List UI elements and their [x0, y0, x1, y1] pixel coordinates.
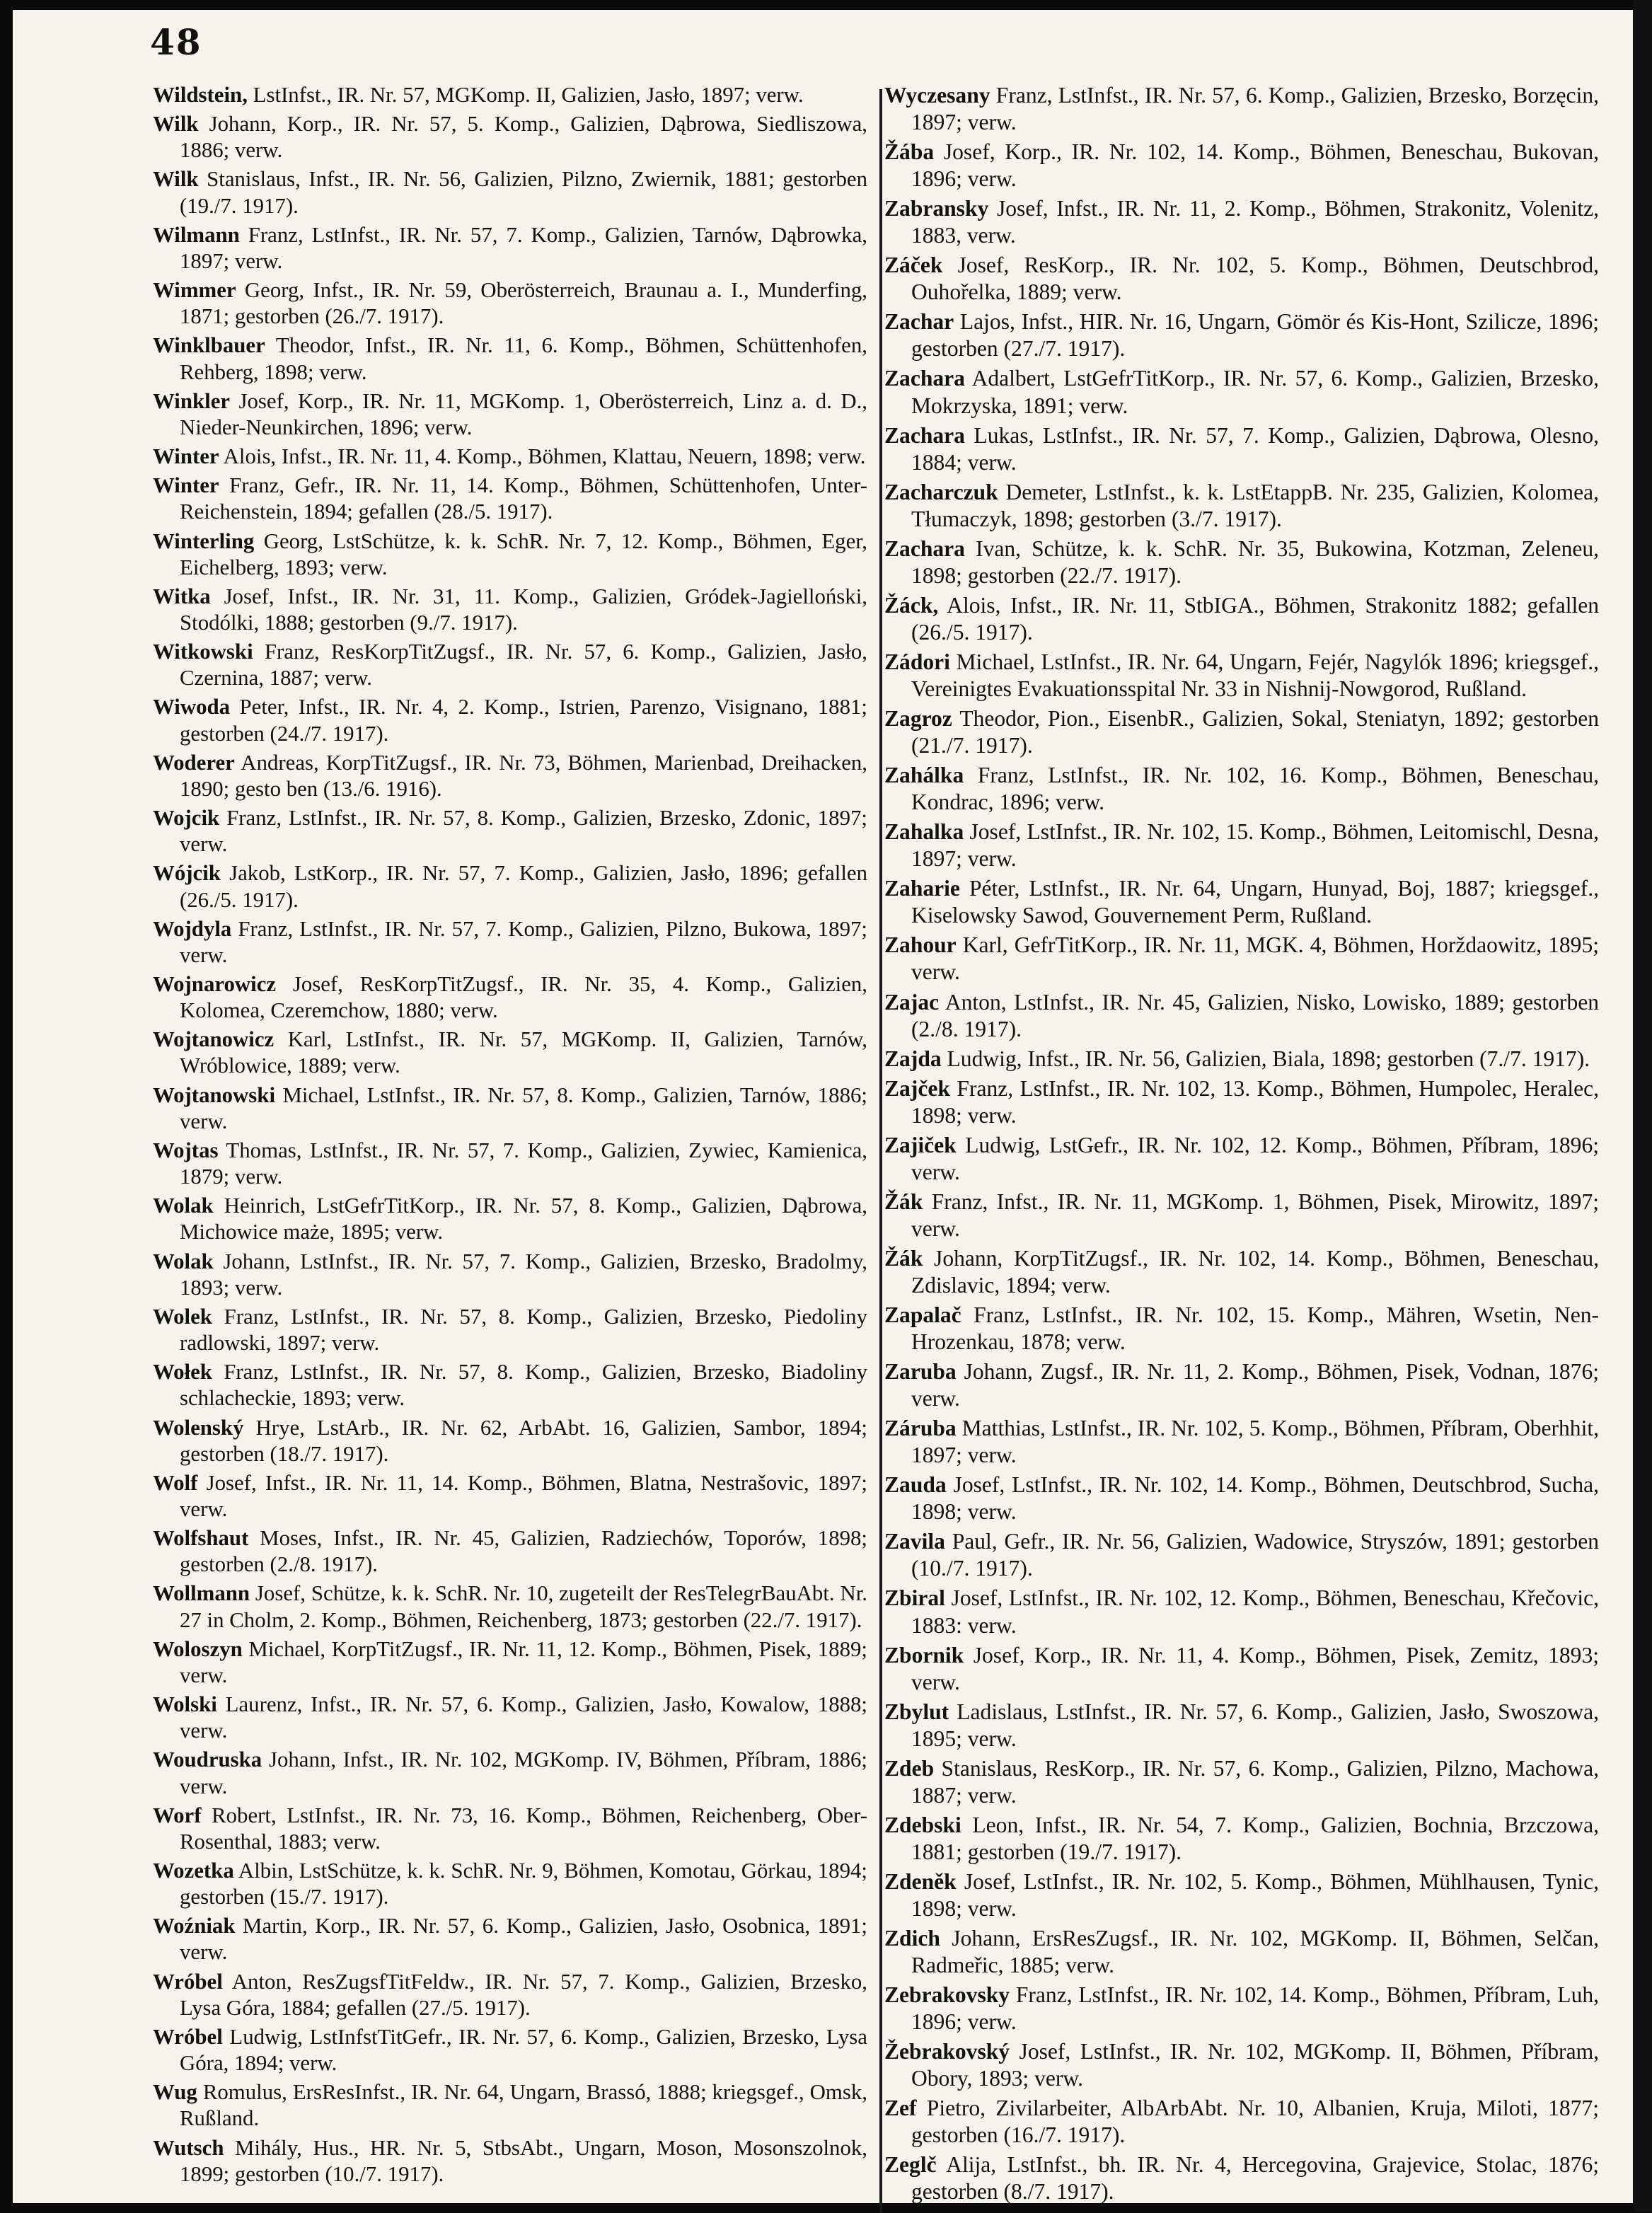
entry-details: Theodor, Infst., IR. Nr. 11, 6. Komp., Böhmen, Schüttenhofen, Rehberg, 1898; verw.: [180, 333, 867, 384]
list-entry: [153, 1470, 867, 1522]
list-entry: [884, 308, 1599, 362]
list-entry: [153, 1581, 867, 1633]
entry-surname: Winterling: [153, 528, 255, 553]
entry-surname: Zeglč: [884, 2152, 937, 2178]
entry-surname: Winter: [153, 473, 219, 498]
entry-surname: Wójcik: [153, 861, 221, 886]
entry-surname: Záruba: [884, 1416, 957, 1441]
entry-details: Johann, KorpTitZugsf., IR. Nr. 102, 14. Komp., Böhmen, Beneschau, Zdislavic, 1894; verw.: [911, 1245, 1599, 1298]
entry-details: Pietro, Zivilarbeiter, AlbArbAbt. Nr. 10, Albanien, Kruja, Miloti, 1877; gestorben (16./7. 1917).: [911, 2096, 1599, 2148]
entry-details: Mihály, Hus., HR. Nr. 5, StbsAbt., Ungarn, Moson, Mosonszolnok, 1899; gestorben (10./7. 1917).: [180, 2135, 867, 2186]
entry-details: Laurenz, Infst., IR. Nr. 57, 6. Komp., Galizien, Jasło, Kowalow, 1888; verw.: [180, 1692, 867, 1743]
entry-details: Franz, LstInfst., IR. Nr. 57, 8. Komp., Galizien, Brzesko, Zdonic, 1897; verw.: [180, 806, 867, 857]
entry-details: Leon, Infst., IR. Nr. 54, 7. Komp., Galizien, Bochnia, Brzczowa, 1881; gestorben (19./7. 1917).: [911, 1812, 1599, 1864]
list-entry: [153, 1027, 867, 1079]
entry-surname: Zdich: [884, 1926, 940, 1951]
entry-surname: Wolak: [153, 1249, 214, 1273]
entry-details: Josef, Korp., IR. Nr. 11, 4. Komp., Böhmen, Pisek, Zemitz, 1893; verw.: [911, 1642, 1599, 1694]
list-entry: [153, 82, 867, 108]
list-entry: [153, 2135, 867, 2188]
entry-surname: Zajda: [884, 1046, 942, 1071]
list-entry: [884, 1812, 1599, 1866]
list-entry: [884, 252, 1599, 306]
entry-details: Jakob, LstKorp., IR. Nr. 57, 7. Komp., Galizien, Jasło, 1896; gefallen (26./5. 1917).: [180, 861, 867, 912]
entry-details: Lukas, LstInfst., IR. Nr. 57, 7. Komp., Galizien, Dąbrowa, Olesno, 1884; verw.: [911, 422, 1599, 475]
entry-surname: Zahour: [884, 932, 957, 958]
entry-surname: Zajiček: [884, 1132, 957, 1157]
list-entry: [153, 971, 867, 1024]
entry-surname: Zahalka: [884, 819, 964, 845]
list-entry: [153, 694, 867, 746]
list-entry: [884, 1245, 1599, 1299]
entry-details: Josef, LstInfst., IR. Nr. 102, 14. Komp., Böhmen, Deutschbrod, Sucha, 1898; verw.: [911, 1472, 1599, 1525]
list-entry: [153, 473, 867, 525]
entry-surname: Wolski: [153, 1692, 217, 1717]
entry-details: Anton, ResZugsfTitFeldw., IR. Nr. 57, 7. Komp., Galizien, Brzesko, Lysa Góra, 1884; gefallen (27./5. 1917).: [180, 1969, 867, 2020]
entry-surname: Wimmer: [153, 278, 236, 303]
entry-surname: Woudruska: [153, 1747, 262, 1772]
list-entry: [884, 1046, 1599, 1073]
entry-surname: Zachar: [884, 309, 954, 335]
entry-surname: Wug: [153, 2080, 197, 2105]
list-entry: [884, 82, 1599, 136]
list-entry: [153, 333, 867, 385]
entry-surname: Záček: [884, 253, 943, 278]
entry-surname: Woderer: [153, 750, 235, 775]
list-entry: [884, 932, 1599, 986]
entry-surname: Witka: [153, 584, 211, 608]
entry-details: Josef, LstInfst., IR. Nr. 102, 5. Komp., Böhmen, Mühlhausen, Tynic, 1898; verw.: [911, 1868, 1599, 1921]
entry-details: Johann, Zugsf., IR. Nr. 11, 2. Komp., Böhmen, Pisek, Vodnan, 1876; verw.: [911, 1359, 1599, 1411]
list-entry: [153, 805, 867, 857]
entry-details: Michael, LstInfst., IR. Nr. 64, Ungarn, Fejér, Nagylók 1896; kriegsgef., Vereinigtes Evakuationsspital Nr. 33 in Nishnij-Nowgorod, Rußland.: [911, 649, 1599, 701]
list-entry: [884, 1868, 1599, 1922]
entry-surname: Wolfshaut: [153, 1526, 249, 1551]
entry-details: Franz, LstInfst., IR. Nr. 57, 7. Komp., Galizien, Tarnów, Dąbrowka, 1897; verw.: [180, 222, 867, 273]
entry-surname: Zajček: [884, 1075, 950, 1101]
list-entry: [153, 166, 867, 219]
list-entry: [884, 1189, 1599, 1242]
list-entry: [884, 875, 1599, 929]
entry-details: Michael, LstInfst., IR. Nr. 57, 8. Komp., Galizien, Tarnów, 1886; verw.: [180, 1082, 867, 1133]
entry-details: Ivan, Schütze, k. k. SchR. Nr. 35, Bukowina, Kotzman, Zeleneu, 1898; gestorben (22./7. 1917).: [911, 536, 1599, 588]
entry-details: Josef, LstInfst., IR. Nr. 102, MGKomp. II, Böhmen, Příbram, Obory, 1893; verw.: [911, 2039, 1599, 2091]
entry-surname: Wutsch: [153, 2135, 224, 2160]
entry-surname: Wilmann: [153, 222, 240, 247]
entry-details: Franz, LstInfst., IR. Nr. 57, 7. Komp., Galizien, Pilzno, Bukowa, 1897; verw.: [180, 916, 867, 967]
list-entry: [884, 2038, 1599, 2092]
column-divider: [879, 89, 882, 2213]
entry-details: Demeter, LstInfst., k. k. LstEtappB. Nr. 235, Galizien, Kolomea, Tłumaczyk, 1898; gestorben (3./7. 1917).: [911, 479, 1599, 531]
list-entry: [153, 277, 867, 330]
list-entry: [153, 528, 867, 581]
entry-details: Paul, Gefr., IR. Nr. 56, Galizien, Wadowice, Stryszów, 1891; gestorben (10./7. 1917).: [911, 1529, 1599, 1581]
list-entry: [884, 1075, 1599, 1129]
entry-surname: Žák: [884, 1245, 923, 1271]
list-entry: [884, 1982, 1599, 2035]
entry-details: Romulus, ErsResInfst., IR. Nr. 64, Ungarn, Brassó, 1888; kriegsgef., Omsk, Rußland.: [180, 2080, 867, 2131]
entry-details: Franz, LstInfst., IR. Nr. 102, 16. Komp., Böhmen, Beneschau, Kondrac, 1896; verw.: [911, 763, 1599, 815]
list-entry: [884, 422, 1599, 476]
entry-details: Theodor, Pion., EisenbR., Galizien, Sokal, Steniatyn, 1892; gestorben (21./7. 1917).: [911, 706, 1599, 758]
entry-surname: Zdeb: [884, 1755, 935, 1781]
entry-details: Stanislaus, Infst., IR. Nr. 56, Galizien, Pilzno, Zwiernik, 1881; gestorben (19./7. 1917).: [180, 167, 867, 218]
entry-surname: Wołek: [153, 1360, 212, 1385]
entry-details: Johann, Infst., IR. Nr. 102, MGKomp. IV, Böhmen, Příbram, 1886; verw.: [180, 1747, 867, 1798]
entry-details: Josef, Infst., IR. Nr. 31, 11. Komp., Galizien, Gródek-Jagielloński, Stodólki, 1888; gestorben (9./7. 1917).: [180, 584, 867, 635]
list-entry: [884, 1415, 1599, 1469]
entry-details: Adalbert, LstGefrTitKorp., IR. Nr. 57, 6. Komp., Galizien, Brzesko, Mokrzyska, 1891; verw.: [911, 366, 1599, 418]
entry-details: Josef, Korp., IR. Nr. 102, 14. Komp., Böhmen, Beneschau, Bukovan, 1896; verw.: [911, 139, 1599, 192]
entry-surname: Wojtanowicz: [153, 1027, 275, 1052]
entry-surname: Zavila: [884, 1529, 945, 1554]
entry-details: Franz, LstInfst., IR. Nr. 102, 13. Komp., Böhmen, Humpolec, Heralec, 1898; verw.: [911, 1075, 1599, 1128]
entry-details: Johann, Korp., IR. Nr. 57, 5. Komp., Galizien, Dąbrowa, Siedliszowa, 1886; verw.: [180, 112, 867, 163]
entry-details: Ludwig, LstInfstTitGefr., IR. Nr. 57, 6. Komp., Galizien, Brzesko, Lysa Góra, 1894; verw.: [180, 2024, 867, 2076]
entry-surname: Zbornik: [884, 1642, 964, 1668]
entry-surname: Wiwoda: [153, 695, 231, 720]
entry-details: Johann, ErsResZugsf., IR. Nr. 102, MGKomp. II, Böhmen, Selčan, Radmeřic, 1885; verw.: [911, 1926, 1599, 1978]
entry-details: LstInfst., IR. Nr. 57, MGKomp. II, Galizien, Jasło, 1897; verw.: [247, 83, 804, 107]
list-entry: [884, 1472, 1599, 1525]
entry-details: Ladislaus, LstInfst., IR. Nr. 57, 6. Komp., Galizien, Jasło, Swoszowa, 1895; verw.: [911, 1699, 1599, 1751]
list-entry: [884, 1302, 1599, 1356]
entry-surname: Wojtas: [153, 1138, 219, 1162]
list-entry: [884, 762, 1599, 816]
entry-details: Josef, LstInfst., IR. Nr. 102, 15. Komp., Böhmen, Leitomischl, Desna, 1897; verw.: [911, 819, 1599, 872]
list-entry: [153, 2024, 867, 2076]
list-entry: [153, 1913, 867, 1965]
entry-surname: Wilk: [153, 167, 199, 192]
list-entry: [884, 1699, 1599, 1752]
entry-details: Franz, LstInfst., IR. Nr. 102, 15. Komp., Mähren, Wsetin, Nen-Hrozenkau, 1878; verw.: [911, 1302, 1599, 1355]
entry-details: Albin, LstSchütze, k. k. SchR. Nr. 9, Böhmen, Komotau, Görkau, 1894; gestorben (15./7. 1917).: [180, 1859, 867, 1909]
list-entry: [884, 536, 1599, 589]
entry-surname: Woźniak: [153, 1914, 236, 1938]
entry-surname: Wróbel: [153, 2024, 223, 2049]
list-entry: [153, 2079, 867, 2132]
entry-details: Franz, ResKorpTitZugsf., IR. Nr. 57, 6. Komp., Galizien, Jasło, Czernina, 1887; verw.: [180, 640, 867, 691]
list-entry: [884, 1132, 1599, 1186]
entry-surname: Zapalač: [884, 1302, 961, 1328]
entry-surname: Wollmann: [153, 1581, 250, 1606]
entry-details: Josef, Infst., IR. Nr. 11, 14. Komp., Böhmen, Blatna, Nestrašovic, 1897; verw.: [180, 1470, 867, 1521]
entry-surname: Woloszyn: [153, 1636, 243, 1661]
list-entry: [153, 1692, 867, 1744]
entry-details: Heinrich, LstGefrTitKorp., IR. Nr. 57, 8. Komp., Galizien, Dąbrowa, Michowice maże, 1895; verw.: [180, 1194, 867, 1244]
entry-details: Franz, Gefr., IR. Nr. 11, 14. Komp., Böhmen, Schüttenhofen, Unter-Reichenstein, 1894; gefallen (28./5. 1917).: [180, 473, 867, 524]
entry-details: Josef, ResKorpTitZugsf., IR. Nr. 35, 4. Komp., Galizien, Kolomea, Czeremchow, 1880; verw.: [180, 972, 867, 1023]
entry-details: Martin, Korp., IR. Nr. 57, 6. Komp., Galizien, Jasło, Osobnica, 1891; verw.: [180, 1914, 867, 1965]
entry-details: Robert, LstInfst., IR. Nr. 73, 16. Komp., Böhmen, Reichenberg, Ober-Rosenthal, 1883; verw.: [180, 1803, 867, 1854]
entry-details: Karl, LstInfst., IR. Nr. 57, MGKomp. II, Galizien, Tarnów, Wróblowice, 1889; verw.: [180, 1027, 867, 1078]
entry-surname: Zagroz: [884, 706, 952, 732]
list-entry: [153, 1858, 867, 1910]
entry-details: Franz, LstInfst., IR. Nr. 57, 8. Komp., Galizien, Brzesko, Biadoliny schlacheckie, 1893; verw.: [180, 1360, 867, 1411]
list-entry: [153, 1747, 867, 1799]
list-entry: [884, 989, 1599, 1043]
list-entry: [884, 2151, 1599, 2205]
entry-surname: Worf: [153, 1803, 202, 1827]
scan-edge: [1634, 0, 1652, 2212]
entry-surname: Zebrakovsky: [884, 1982, 1010, 2008]
entry-details: Ludwig, Infst., IR. Nr. 56, Galizien, Biala, 1898; gestorben (7./7. 1917).: [941, 1046, 1590, 1071]
list-entry: [153, 916, 867, 969]
entry-surname: Zachara: [884, 422, 965, 448]
entry-details: Johann, LstInfst., IR. Nr. 57, 7. Komp., Galizien, Brzesko, Bradolmy, 1893; verw.: [180, 1249, 867, 1300]
entry-surname: Wildstein,: [153, 83, 248, 107]
entry-details: Lajos, Infst., HIR. Nr. 16, Ungarn, Gömör és Kis-Hont, Szilicze, 1896; gestorben (27./7. 1917).: [911, 309, 1599, 362]
entry-details: Alois, Infst., IR. Nr. 11, StbIGA., Böhmen, Strakonitz 1882; gefallen (26./5. 1917).: [911, 592, 1599, 645]
right-column: [884, 82, 1599, 2209]
entry-details: Thomas, LstInfst., IR. Nr. 57, 7. Komp., Galizien, Zywiec, Kamienica, 1879; verw.: [180, 1138, 867, 1189]
list-entry: [153, 639, 867, 691]
list-entry: [153, 1415, 867, 1467]
entry-surname: Zef: [884, 2096, 917, 2121]
list-entry: [884, 479, 1599, 533]
entry-surname: Wolf: [153, 1470, 198, 1495]
entry-surname: Zachara: [884, 366, 965, 391]
entry-surname: Zajac: [884, 989, 940, 1015]
entry-surname: Zádori: [884, 649, 950, 674]
entry-details: Ludwig, LstGefr., IR. Nr. 102, 12. Komp., Böhmen, Příbram, 1896; verw.: [911, 1132, 1599, 1184]
list-entry: [884, 195, 1599, 249]
list-entry: [884, 819, 1599, 872]
entry-details: Moses, Infst., IR. Nr. 45, Galizien, Radziechów, Toporów, 1898; gestorben (2./8. 1917).: [180, 1526, 867, 1577]
entry-surname: Žák: [884, 1189, 923, 1214]
list-entry: [153, 1525, 867, 1578]
entry-surname: Žáck,: [884, 592, 939, 618]
entry-details: Franz, LstInfst., IR. Nr. 102, 14. Komp., Böhmen, Příbram, Luh, 1896; verw.: [911, 1982, 1599, 2035]
list-entry: [153, 1249, 867, 1301]
entry-details: Karl, GefrTitKorp., IR. Nr. 11, MGK. 4, Böhmen, Horždaowitz, 1895; verw.: [911, 932, 1599, 985]
list-entry: [884, 365, 1599, 419]
entry-surname: Zbiral: [884, 1585, 945, 1611]
entry-surname: Winkler: [153, 388, 231, 413]
entry-details: Stanislaus, ResKorp., IR. Nr. 57, 6. Komp., Galizien, Pilzno, Machowa, 1887; verw.: [911, 1755, 1599, 1808]
left-column: [153, 82, 867, 2190]
entry-surname: Zdeněk: [884, 1868, 957, 1894]
entry-surname: Wolak: [153, 1194, 214, 1218]
entry-details: Alija, LstInfst., bh. IR. Nr. 4, Hercegovina, Grajevice, Stolac, 1876; gestorben (8./7. 1917).: [911, 2152, 1599, 2205]
entry-surname: Žebrakovský: [884, 2039, 1010, 2064]
entry-surname: Wojcik: [153, 806, 220, 831]
entry-details: Franz, Infst., IR. Nr. 11, MGKomp. 1, Böhmen, Pisek, Mirowitz, 1897; verw.: [911, 1189, 1599, 1241]
entry-details: Franz, LstInfst., IR. Nr. 57, 6. Komp., Galizien, Brzesko, Borzęcin, 1897; verw.: [911, 83, 1599, 135]
entry-details: Georg, Infst., IR. Nr. 59, Oberösterreich, Braunau a. I., Munderfing, 1871; gestorben (26./7. 1917).: [180, 278, 867, 329]
list-entry: [884, 1755, 1599, 1809]
entry-surname: Wojdyla: [153, 916, 232, 941]
list-entry: [153, 222, 867, 275]
list-entry: [153, 750, 867, 802]
entry-details: Josef, Schütze, k. k. SchR. Nr. 10, zugeteilt der ResTelegrBauAbt. Nr. 27 in Cholm, 2. Komp., Böhmen, Reichenberg, 1873; gestorben (22./7. 1917).: [180, 1581, 867, 1632]
list-entry: [153, 860, 867, 913]
entry-surname: Zauda: [884, 1472, 947, 1498]
entry-surname: Wilk: [153, 112, 199, 137]
entry-surname: Wolek: [153, 1304, 212, 1329]
entry-details: Anton, LstInfst., IR. Nr. 45, Galizien, Nisko, Lowisko, 1889; gestorben (2./8. 1917).: [911, 989, 1599, 1041]
entry-surname: Wróbel: [153, 1969, 223, 1994]
entry-surname: Zbylut: [884, 1699, 949, 1724]
page-number: 48: [150, 21, 202, 63]
entry-surname: Wozetka: [153, 1859, 234, 1883]
list-entry: [884, 2095, 1599, 2149]
entry-surname: Wyczesany: [884, 83, 990, 108]
list-entry: [884, 1925, 1599, 1979]
entry-surname: Zacharczuk: [884, 479, 998, 504]
entry-surname: Zdebski: [884, 1812, 961, 1837]
entry-surname: Wojnarowicz: [153, 972, 277, 996]
list-entry: [153, 444, 867, 470]
list-entry: [153, 1969, 867, 2021]
entry-surname: Zabransky: [884, 196, 989, 221]
entry-details: Josef, LstInfst., IR. Nr. 102, 12. Komp., Böhmen, Beneschau, Křečovic, 1883: verw.: [911, 1585, 1599, 1638]
entry-details: Andreas, KorpTitZugsf., IR. Nr. 73, Böhmen, Marienbad, Dreihacken, 1890; gesto ben (13./6. 1916).: [180, 750, 867, 801]
list-entry: [153, 584, 867, 636]
entry-surname: Zaruba: [884, 1359, 957, 1385]
entry-details: Peter, Infst., IR. Nr. 4, 2. Komp., Istrien, Parenzo, Visignano, 1881; gestorben (24./7. 1917).: [180, 695, 867, 746]
entry-details: Matthias, LstInfst., IR. Nr. 102, 5. Komp., Böhmen, Příbram, Oberhhit, 1897; verw.: [911, 1416, 1599, 1468]
list-entry: [153, 1082, 867, 1135]
entry-details: Franz, LstInfst., IR. Nr. 57, 8. Komp., Galizien, Brzesko, Piedoliny radlowski, 1897; verw.: [180, 1304, 867, 1356]
entry-surname: Žába: [884, 139, 935, 165]
list-entry: [153, 1304, 867, 1356]
list-entry: [884, 592, 1599, 646]
list-entry: [884, 705, 1599, 759]
list-entry: [153, 1803, 867, 1855]
list-entry: [153, 1138, 867, 1190]
entry-surname: Witkowski: [153, 640, 253, 664]
entry-details: Michael, KorpTitZugsf., IR. Nr. 11, 12. Komp., Böhmen, Pisek, 1889; verw.: [180, 1636, 867, 1687]
entry-surname: Zaharie: [884, 876, 960, 901]
list-entry: [153, 1636, 867, 1689]
entry-surname: Zahálka: [884, 763, 964, 788]
list-entry: [884, 1358, 1599, 1412]
entry-surname: Winter: [153, 444, 219, 469]
entry-details: Georg, LstSchütze, k. k. SchR. Nr. 7, 12. Komp., Böhmen, Eger, Eichelberg, 1893; verw.: [180, 528, 867, 579]
entry-details: Hrye, LstArb., IR. Nr. 62, ArbAbt. 16, Galizien, Sambor, 1894; gestorben (18./7. 1917).: [180, 1415, 867, 1466]
entry-details: Péter, LstInfst., IR. Nr. 64, Ungarn, Hunyad, Boj, 1887; kriegsgef., Kiselowsky Sawod, Gouvernement Perm, Rußland.: [911, 876, 1599, 928]
entry-details: Josef, ResKorp., IR. Nr. 102, 5. Komp., Böhmen, Deutschbrod, Ouhořelka, 1889; verw.: [911, 253, 1599, 305]
list-entry: [884, 1528, 1599, 1582]
list-entry: [153, 111, 867, 163]
list-entry: [153, 1359, 867, 1411]
list-entry: [153, 1193, 867, 1245]
list-entry: [884, 1642, 1599, 1696]
entry-surname: Wojtanowski: [153, 1082, 276, 1107]
entry-surname: Zachara: [884, 536, 965, 561]
entry-details: Josef, Infst., IR. Nr. 11, 2. Komp., Böhmen, Strakonitz, Volenitz, 1883, verw.: [911, 196, 1599, 248]
entry-details: Alois, Infst., IR. Nr. 11, 4. Komp., Böhmen, Klattau, Neuern, 1898; verw.: [219, 444, 866, 469]
list-entry: [884, 1585, 1599, 1639]
entry-surname: Winklbauer: [153, 333, 265, 358]
list-entry: [884, 139, 1599, 192]
entry-details: Josef, Korp., IR. Nr. 11, MGKomp. 1, Oberösterreich, Linz a. d. D., Nieder-Neunkirchen, 1896; verw.: [180, 388, 867, 439]
list-entry: [884, 649, 1599, 703]
list-entry: [153, 388, 867, 441]
entry-surname: Wolenský: [153, 1415, 244, 1440]
